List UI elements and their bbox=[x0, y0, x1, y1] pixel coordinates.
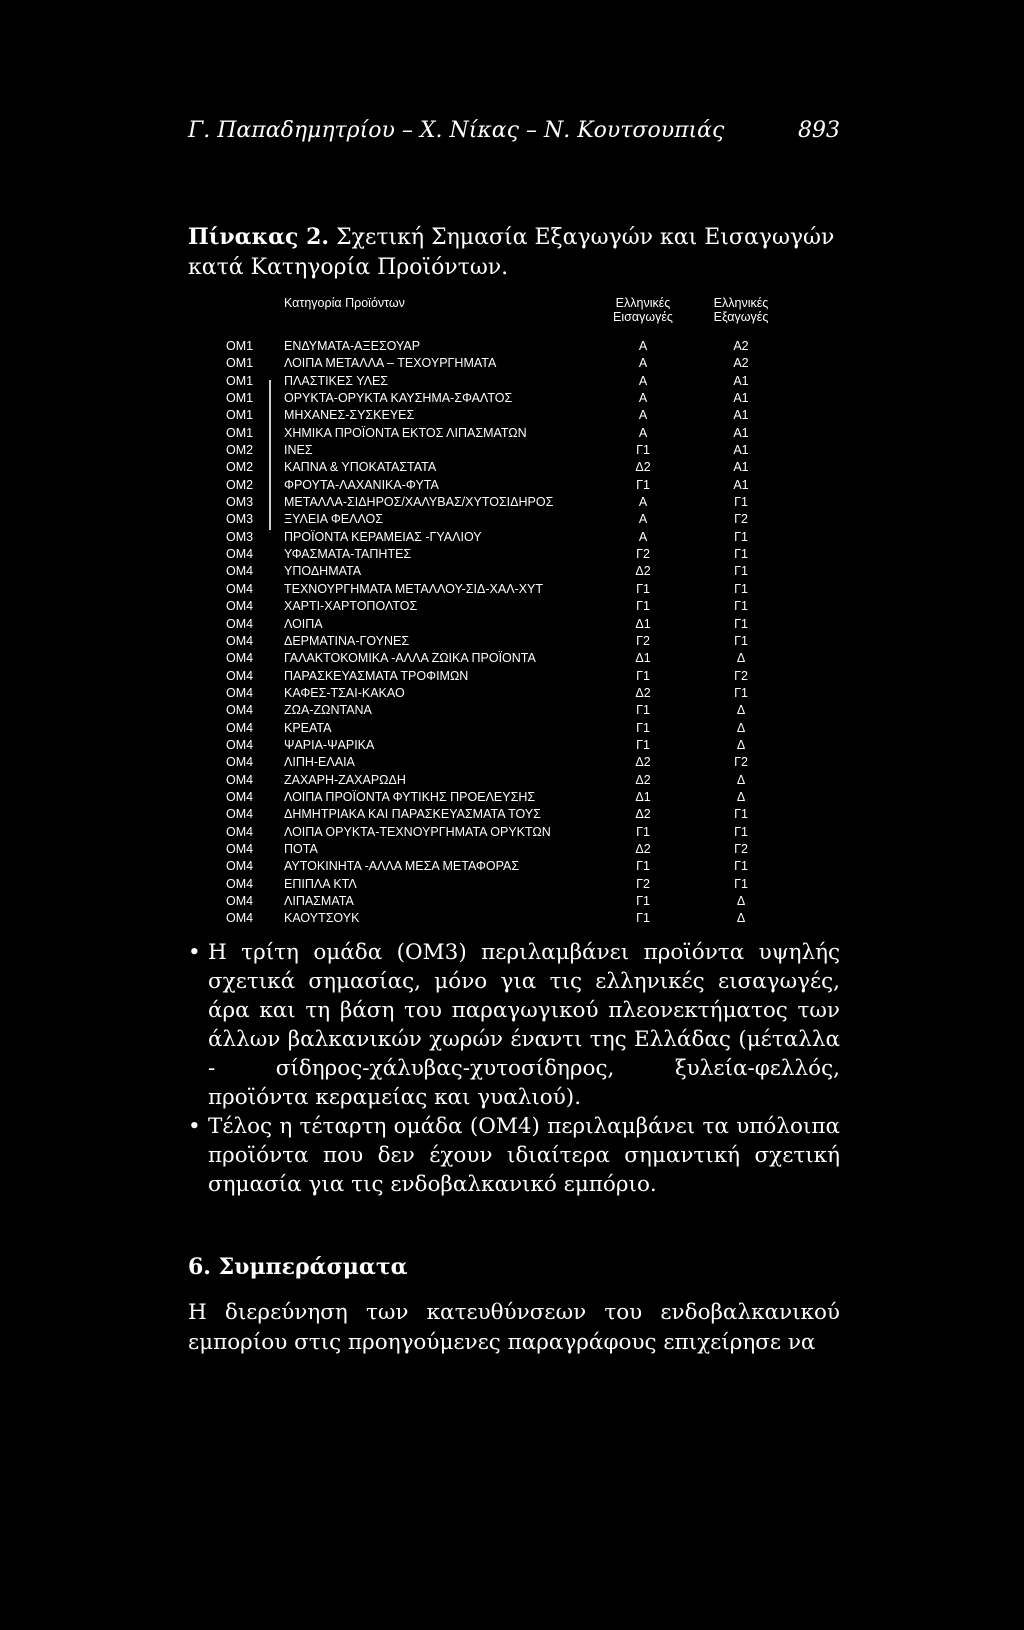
bullet-item bbox=[188, 938, 840, 1112]
row-group: ΟΜ4 bbox=[226, 876, 254, 891]
table-row bbox=[226, 338, 796, 355]
row-imports: Δ1 bbox=[635, 651, 651, 666]
row-imports: Γ1 bbox=[636, 668, 650, 683]
row-category: ΛΙΠΑΣΜΑΤΑ bbox=[284, 894, 354, 908]
table-row bbox=[226, 616, 796, 633]
row-imports: Δ2 bbox=[635, 564, 651, 579]
table-row bbox=[226, 910, 796, 927]
row-group: ΟΜ4 bbox=[226, 737, 254, 752]
header-exports bbox=[696, 296, 786, 324]
row-category: ΓΑΛΑΚΤΟΚΟΜΙΚΑ -ΑΛΛΑ ΖΩΙΚΑ ΠΡΟΪΟΝΤΑ bbox=[284, 651, 536, 666]
table-row bbox=[226, 858, 796, 875]
row-category: ΖΑΧΑΡΗ-ΖΑΧΑΡΩΔΗ bbox=[284, 772, 406, 787]
table-caption-label: Πίνακας 2. bbox=[188, 224, 330, 250]
row-exports: Γ1 bbox=[734, 876, 748, 891]
section-body-text: Η διερεύνηση των κατευθύνσεων του ενδοβαλκανικού εμπορίου στις προηγούμενες παραγράφους επιχείρησε να bbox=[188, 1300, 840, 1355]
row-exports: Γ1 bbox=[734, 495, 748, 510]
row-exports: Γ2 bbox=[734, 755, 748, 770]
row-group: ΟΜ4 bbox=[226, 651, 254, 666]
table-row bbox=[226, 789, 796, 806]
row-imports: Γ1 bbox=[636, 824, 650, 839]
row-exports: Γ1 bbox=[734, 824, 748, 839]
row-imports: Γ1 bbox=[636, 859, 650, 874]
table-row bbox=[226, 546, 796, 563]
row-exports: Γ1 bbox=[734, 547, 748, 562]
bullet-dot: • bbox=[188, 940, 201, 965]
row-exports: Α1 bbox=[733, 460, 749, 475]
table-row bbox=[226, 893, 796, 910]
row-category: ΥΠΟΔΗΜΑΤΑ bbox=[284, 564, 362, 579]
row-imports: Α bbox=[638, 512, 648, 527]
row-exports: Γ1 bbox=[734, 599, 748, 614]
table-row bbox=[226, 650, 796, 667]
row-exports: Δ bbox=[736, 737, 746, 752]
row-category: ΖΩΑ-ΖΩΝΤΑΝΑ bbox=[284, 703, 372, 718]
row-category: ΤΕΧΝΟΥΡΓΗΜΑΤΑ ΜΕΤΑΛΛΟΥ-ΣΙΔ-ΧΑΛ-ΧΥΤ bbox=[284, 581, 544, 596]
row-exports: Γ1 bbox=[734, 807, 748, 822]
row-group: ΟΜ4 bbox=[226, 772, 254, 787]
row-imports: Α bbox=[638, 495, 648, 510]
row-group: ΟΜ3 bbox=[226, 512, 254, 527]
row-imports: Δ2 bbox=[635, 755, 651, 770]
row-imports: Δ2 bbox=[635, 841, 651, 856]
row-category: ΧΑΡΤΙ-ΧΑΡΤΟΠΟΛΤΟΣ bbox=[284, 599, 418, 614]
row-exports: Α1 bbox=[733, 477, 749, 492]
table-row bbox=[226, 841, 796, 858]
row-category: ΛΟΙΠΑ bbox=[284, 616, 323, 631]
row-exports: Γ1 bbox=[734, 633, 748, 648]
row-exports: Δ bbox=[736, 911, 746, 926]
row-exports: Γ2 bbox=[734, 512, 748, 527]
row-group: ΟΜ4 bbox=[226, 547, 254, 562]
row-imports: Δ2 bbox=[635, 460, 651, 475]
row-imports: Γ1 bbox=[636, 911, 650, 926]
row-group: ΟΜ4 bbox=[226, 755, 254, 770]
products-table bbox=[226, 296, 796, 926]
row-imports: Δ1 bbox=[635, 789, 651, 804]
row-group: ΟΜ4 bbox=[226, 720, 254, 735]
row-category: ΛΟΙΠΑ ΟΡΥΚΤΑ-ΤΕΧΝΟΥΡΓΗΜΑΤΑ ΟΡΥΚΤΩΝ bbox=[284, 824, 551, 839]
table-row bbox=[226, 754, 796, 771]
row-imports: Γ2 bbox=[636, 876, 650, 891]
table-row bbox=[226, 390, 796, 407]
row-exports: Γ2 bbox=[734, 841, 748, 856]
row-category: ΜΕΤΑΛΛΑ-ΣΙΔΗΡΟΣ/ΧΑΛΥΒΑΣ/ΧΥΤΟΣΙΔΗΡΟΣ bbox=[284, 495, 554, 510]
row-group: ΟΜ1 bbox=[226, 373, 254, 388]
bullet-list bbox=[188, 938, 840, 1199]
row-imports: Α bbox=[638, 391, 648, 406]
row-group: ΟΜ2 bbox=[226, 460, 254, 475]
table-row bbox=[226, 529, 796, 546]
row-exports: Α2 bbox=[733, 356, 749, 371]
row-category: ΛΟΙΠΑ ΠΡΟΪΟΝΤΑ ΦΥΤΙΚΗΣ ΠΡΟΕΛΕΥΣΗΣ bbox=[284, 789, 536, 804]
row-group: ΟΜ4 bbox=[226, 599, 254, 614]
table-row bbox=[226, 407, 796, 424]
bullet-text: Η τρίτη ομάδα (ΟΜ3) περιλαμβάνει προϊόντα υψηλής σχετικά σημασίας, μόνο για τις ελληνικές εισαγωγές, άρα και τη βάση του παραγωγικού πλεονεκτήματος των άλλων βαλκανικών χωρών έναντι της Ελλάδας (μέταλλα - σίδηρος-χάλυβας-χυτοσίδηρος, ξυλεία-φελλός, προϊόντα κεραμείας και γυαλιού). bbox=[208, 940, 840, 1110]
table-row bbox=[226, 477, 796, 494]
row-group: ΟΜ2 bbox=[226, 477, 254, 492]
row-group: ΟΜ4 bbox=[226, 633, 254, 648]
header-exports-line2: Εξαγωγές bbox=[713, 310, 769, 324]
row-group: ΟΜ4 bbox=[226, 668, 254, 683]
row-category: ΠΡΟΪΟΝΤΑ ΚΕΡΑΜΕΙΑΣ -ΓΥΑΛΙΟΥ bbox=[284, 529, 482, 544]
row-imports: Δ2 bbox=[635, 807, 651, 822]
row-imports: Α bbox=[638, 356, 648, 371]
running-head-authors: Γ. Παπαδημητρίου – Χ. Νίκας – Ν. Κουτσουπιάς bbox=[188, 118, 725, 143]
row-exports: Α2 bbox=[733, 339, 749, 353]
row-imports: Δ2 bbox=[635, 772, 651, 787]
row-exports: Δ bbox=[736, 720, 746, 735]
row-imports: Γ1 bbox=[636, 599, 650, 614]
row-imports: Γ1 bbox=[636, 477, 650, 492]
row-exports: Γ2 bbox=[734, 668, 748, 683]
row-category: ΠΛΑΣΤΙΚΕΣ ΥΛΕΣ bbox=[284, 373, 389, 388]
row-group: ΟΜ1 bbox=[226, 391, 254, 406]
table-caption bbox=[188, 222, 840, 283]
table-row bbox=[226, 355, 796, 372]
row-imports: Δ1 bbox=[635, 616, 651, 631]
row-category: ΑΥΤΟΚΙΝΗΤΑ -ΑΛΛΑ ΜΕΣΑ ΜΕΤΑΦΟΡΑΣ bbox=[284, 859, 520, 874]
table-row bbox=[226, 806, 796, 823]
row-group: ΟΜ3 bbox=[226, 495, 254, 510]
row-exports: Γ1 bbox=[734, 616, 748, 631]
row-category: ΔΗΜΗΤΡΙΑΚΑ ΚΑΙ ΠΑΡΑΣΚΕΥΑΣΜΑΤΑ ΤΟΥΣ bbox=[284, 807, 541, 822]
row-group: ΟΜ1 bbox=[226, 339, 254, 353]
row-category: ΧΗΜΙΚΑ ΠΡΟΪΟΝΤΑ ΕΚΤΟΣ ΛΙΠΑΣΜΑΤΩΝ bbox=[284, 425, 527, 440]
row-group: ΟΜ4 bbox=[226, 685, 254, 700]
row-imports: Γ1 bbox=[636, 581, 650, 596]
row-group: ΟΜ3 bbox=[226, 529, 254, 544]
table-row bbox=[226, 876, 796, 893]
row-exports: Α1 bbox=[733, 408, 749, 423]
row-group: ΟΜ1 bbox=[226, 425, 254, 440]
row-category: ΙΝΕΣ bbox=[284, 443, 313, 458]
row-group: ΟΜ4 bbox=[226, 564, 254, 579]
row-group: ΟΜ4 bbox=[226, 859, 254, 874]
row-category: ΜΗΧΑΝΕΣ-ΣΥΣΚΕΥΕΣ bbox=[284, 408, 415, 423]
header-imports bbox=[598, 296, 688, 324]
row-category: ΔΕΡΜΑΤΙΝΑ-ΓΟΥΝΕΣ bbox=[284, 633, 410, 648]
header-imports-line2: Εισαγωγές bbox=[613, 310, 673, 324]
row-category: ΚΡΕΑΤΑ bbox=[284, 720, 332, 735]
row-group: ΟΜ4 bbox=[226, 616, 254, 631]
row-group: ΟΜ2 bbox=[226, 443, 254, 458]
row-group: ΟΜ4 bbox=[226, 911, 254, 926]
row-category: ΨΑΡΙΑ-ΨΑΡΙΚΑ bbox=[284, 737, 375, 752]
row-category: ΚΑΠΝΑ & ΥΠΟΚΑΤΑΣΤΑΤΑ bbox=[284, 460, 437, 475]
table-row bbox=[226, 824, 796, 841]
table-row bbox=[226, 459, 796, 476]
row-imports: Α bbox=[638, 425, 648, 440]
row-group: ΟΜ4 bbox=[226, 841, 254, 856]
row-category: ΠΟΤΑ bbox=[284, 841, 318, 856]
row-category: ΟΡΥΚΤΑ-ΟΡΥΚΤΑ ΚΑΥΣΗΜΑ-ΣΦΑΛΤΟΣ bbox=[284, 391, 513, 406]
table-row bbox=[226, 442, 796, 459]
bullet-item bbox=[188, 1112, 840, 1199]
table-row bbox=[226, 737, 796, 754]
table-row bbox=[226, 633, 796, 650]
table-row bbox=[226, 425, 796, 442]
row-exports: Δ bbox=[736, 651, 746, 666]
row-imports: Α bbox=[638, 529, 648, 544]
row-exports: Δ bbox=[736, 894, 746, 908]
row-group: ΟΜ1 bbox=[226, 356, 254, 371]
table-caption-text: Σχετική Σημασία Εξαγωγών και Εισαγωγών κατά Κατηγορία Προϊόντων. bbox=[188, 225, 835, 280]
row-exports: Δ bbox=[736, 703, 746, 718]
table-row bbox=[226, 720, 796, 737]
bullet-dot: • bbox=[188, 1114, 201, 1139]
table-row bbox=[226, 702, 796, 719]
bullet-text: Τέλος η τέταρτη ομάδα (ΟΜ4) περιλαμβάνει τα υπόλοιπα προϊόντα που δεν έχουν ιδιαίτερα σημαντική σχετική σημασία για τις ενδοβαλκανικό εμπόριο. bbox=[208, 1114, 840, 1197]
row-group: ΟΜ4 bbox=[226, 807, 254, 822]
row-imports: Γ1 bbox=[636, 703, 650, 718]
table-row bbox=[226, 772, 796, 789]
page-number: 893 bbox=[798, 118, 840, 143]
row-imports: Γ2 bbox=[636, 547, 650, 562]
table-row bbox=[226, 494, 796, 511]
section-title: 6. Συμπεράσματα bbox=[188, 1254, 408, 1280]
table-row bbox=[226, 373, 796, 390]
row-group: ΟΜ4 bbox=[226, 894, 254, 908]
row-category: ΦΡΟΥΤΑ-ΛΑΧΑΝΙΚΑ-ΦΥΤΑ bbox=[284, 477, 439, 492]
row-category: ΠΑΡΑΣΚΕΥΑΣΜΑΤΑ ΤΡΟΦΙΜΩΝ bbox=[284, 668, 469, 683]
row-imports: Δ2 bbox=[635, 685, 651, 700]
row-imports: Γ1 bbox=[636, 720, 650, 735]
row-imports: Α bbox=[638, 373, 648, 388]
row-exports: Α1 bbox=[733, 443, 749, 458]
row-exports: Γ1 bbox=[734, 859, 748, 874]
row-exports: Γ1 bbox=[734, 581, 748, 596]
row-imports: Γ1 bbox=[636, 894, 650, 908]
row-group: ΟΜ4 bbox=[226, 703, 254, 718]
table-body bbox=[226, 338, 796, 928]
row-exports: Α1 bbox=[733, 391, 749, 406]
row-imports: Γ2 bbox=[636, 633, 650, 648]
row-exports: Γ1 bbox=[734, 529, 748, 544]
row-exports: Δ bbox=[736, 772, 746, 787]
row-exports: Α1 bbox=[733, 373, 749, 388]
table-row bbox=[226, 511, 796, 528]
row-category: ΚΑΦΕΣ-ΤΣΑΙ-ΚΑΚΑΟ bbox=[284, 685, 405, 700]
row-category: ΛΙΠΗ-ΕΛΑΙΑ bbox=[284, 755, 355, 770]
row-imports: Γ1 bbox=[636, 737, 650, 752]
header-imports-line1: Ελληνικές bbox=[615, 296, 671, 310]
row-group: ΟΜ4 bbox=[226, 824, 254, 839]
row-group: ΟΜ4 bbox=[226, 789, 254, 804]
header-category: Κατηγορία Προϊόντων bbox=[284, 296, 405, 310]
row-exports: Α1 bbox=[733, 425, 749, 440]
row-imports: Α bbox=[638, 408, 648, 423]
table-row bbox=[226, 685, 796, 702]
row-exports: Γ1 bbox=[734, 685, 748, 700]
table-row bbox=[226, 581, 796, 598]
row-imports: Γ1 bbox=[636, 443, 650, 458]
row-category: ΞΥΛΕΙΑ ΦΕΛΛΟΣ bbox=[284, 512, 384, 527]
row-group: ΟΜ1 bbox=[226, 408, 254, 423]
row-category: ΕΝΔΥΜΑΤΑ-ΑΞΕΣΟΥΑΡ bbox=[284, 339, 421, 353]
row-category: ΕΠΙΠΛΑ ΚΤΛ bbox=[284, 876, 357, 891]
table-row bbox=[226, 598, 796, 615]
row-category: ΥΦΑΣΜΑΤΑ-ΤΑΠΗΤΕΣ bbox=[284, 547, 412, 562]
table-row bbox=[226, 668, 796, 685]
row-exports: Γ1 bbox=[734, 564, 748, 579]
row-group: ΟΜ4 bbox=[226, 581, 254, 596]
row-imports: Α bbox=[638, 339, 648, 353]
header-exports-line1: Ελληνικές bbox=[713, 296, 769, 310]
row-category: ΚΑΟΥΤΣΟΥΚ bbox=[284, 911, 360, 926]
row-category: ΛΟΙΠΑ ΜΕΤΑΛΛΑ – ΤΕΧΟΥΡΓΗΜΑΤΑ bbox=[284, 356, 497, 371]
table-row bbox=[226, 563, 796, 580]
row-exports: Δ bbox=[736, 789, 746, 804]
